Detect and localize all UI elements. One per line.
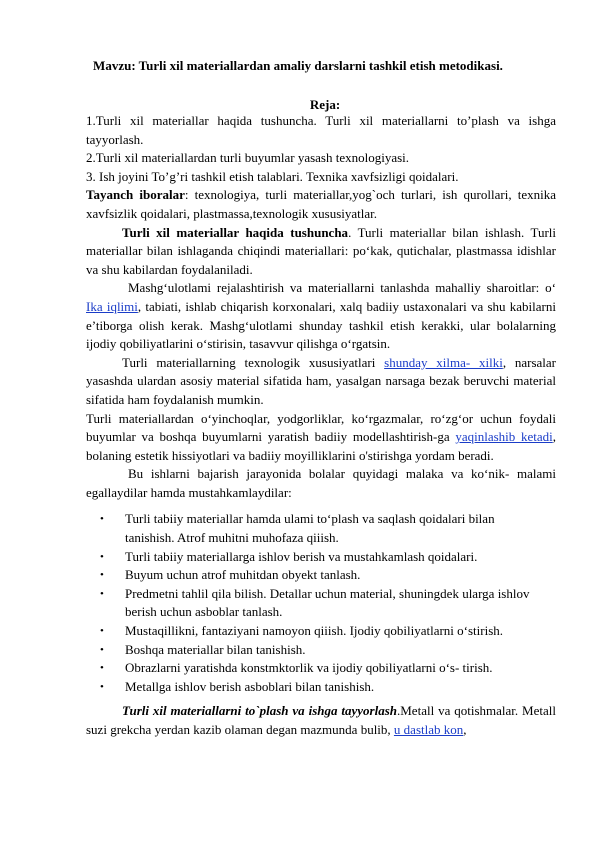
list-item: [86, 678, 530, 697]
keywords-paragraph: [86, 186, 556, 223]
plan-item-2: 2.Turli xil materiallardan turli buyumlar yasash texnologiyasi.: [86, 150, 410, 166]
link-ika-iqlimi[interactable]: Ika iqlimi: [86, 298, 138, 314]
document-title: Mavzu: Turli xil materiallardan amaliy darslarni tashkil etish metodikasi.: [93, 58, 503, 73]
paragraph-2: [86, 279, 556, 353]
skills-list: [86, 510, 556, 696]
paragraph-3-text-rest: , narsalar yasashda ulardan asosiy material sifatida ham, yasalgan narsaga bezak beruvchi material sifatida ham foydalanish mumkin.: [86, 354, 556, 407]
bullet-icon: •: [100, 625, 104, 638]
bullet-icon: •: [100, 643, 104, 656]
paragraph-3: [86, 354, 556, 410]
list-item-text: Turli tabiiy materiallarga ishlov berish va mustahkamlash qoidalari.: [125, 548, 478, 564]
list-item-text: Predmetni tahlil qila bilish. Detallar uchun material, shuningdek ularga ishlov berish uchun asboblar tanlash.: [125, 585, 530, 620]
document-body: [86, 112, 556, 740]
list-item: [86, 659, 530, 678]
bullet-icon: •: [100, 513, 104, 526]
section2-text-rest: ,: [463, 722, 467, 737]
bullet-icon: •: [100, 550, 104, 563]
plan-item-1: 1.Turli xil materiallar haqida tushuncha. Turli xil materiallarni to’plash va ishga tayyorlash.: [86, 113, 556, 147]
bullet-icon: •: [100, 662, 104, 675]
keywords-text: : texnologiya, turli materiallar,yog`och turlari, ish qurollari, texnika xavfsizlik qoidalari, plastmassa,texnologik xususiyatlar.: [86, 187, 556, 221]
section1-text: . Turli materiallar bilan ishlash. Turli materiallar bilan ishlaganda chiqindi materiallari: po‘kak, qutichalar, plastmassa idishlar va shu kabilardan foydalaniladi.: [86, 224, 556, 277]
paragraph-2-text: Mashg‘ulotlami rejalashtirish va materiallarni tanlashda mahalliy sharoitlar: o‘: [128, 280, 556, 296]
section1-heading: Turli xil materiallar haqida tushuncha: [122, 224, 349, 240]
paragraph-2-text-rest: , tabiati, ishlab chiqarish korxonalari, xalq badiiy ustaxonalari va shu kabilarni e’tiborga olish kerak. Mashg‘ulotlami shunday tashkil etish kerakki, ular bolalarning ijodiy qobiliyatlarini o‘stirisin, tasavvur qilishga o‘rgatsin.: [86, 298, 556, 352]
keywords-label: Tayanch iboralar: [86, 187, 185, 203]
list-item-text: Metallga ishlov berish asboblari bilan tanishish.: [125, 678, 375, 694]
list-item: [86, 510, 530, 547]
list-item-text: Turli tabiiy materiallar hamda ulami to‘plash va saqlash qoidalari bilan tanishish. Atrof muhitni muhofaza qiiish.: [125, 511, 495, 546]
list-item: [86, 585, 530, 622]
list-item-text: Mustaqillikni, fantaziyani namoyon qiiish. Ijodiy qobiliyatlarni o‘stirish.: [125, 623, 504, 639]
plan-heading: Reja:: [309, 97, 341, 112]
bullet-icon: •: [100, 587, 104, 600]
section2-paragraph: [86, 702, 556, 739]
paragraph-3-text: Turli materiallarning texnologik xususiyatlari: [122, 354, 385, 370]
list-item: [86, 548, 530, 567]
list-item: [86, 622, 530, 641]
plan-item-3: 3. Ish joyini To’g’ri tashkil etish talablari. Texnika xavfsizligi qoidalari.: [86, 168, 459, 184]
paragraph-4-text: Turli materiallardan o‘yinchoqlar, yodgorliklar, ko‘rgazmalar, ro‘zg‘or uchun foydali buyumlar va boshqa buyumlarni yaratish badiiy modellashtirish-ga: [86, 410, 556, 445]
link-shunday-xilma-xilki[interactable]: shunday xilma- xilki: [384, 354, 503, 370]
paragraph-4: [86, 410, 556, 466]
list-item: [86, 641, 530, 660]
section2-text: .Metall va qotishmalar. Metall suzi grekcha yerdan kazib olaman degan mazmunda bulib,: [86, 703, 556, 737]
section2-heading: Turli xil materiallarni to`plash va ishga tayyorlash: [122, 703, 397, 719]
section1-paragraph: [86, 224, 556, 280]
link-yaqinlashib-ketadi[interactable]: yaqinlashib ketadi: [455, 429, 553, 445]
list-item-text: Obrazlarni yaratishda konstmktorlik va ijodiy qobiliyatlarni o‘s- tirish.: [125, 660, 493, 676]
link-u-dastlab-kon[interactable]: u dastlab kon: [393, 722, 464, 737]
list-item-text: Boshqa materiallar bilan tanishish.: [125, 641, 306, 657]
list-item: [86, 566, 530, 585]
bullet-icon: •: [100, 569, 104, 582]
paragraph-4-text-rest: , bolaning estetik hissiyotlari va badiiy moyilliklarini o'stirishga yordam beradi.: [86, 429, 556, 463]
list-item-text: Buyum uchun atrof muhitdan obyekt tanlash.: [125, 567, 361, 583]
paragraph-5: Bu ishlarni bajarish jarayonida bolalar quyidagi malaka va ko‘nik- malami egallaydilar hamda mustahkamlaydilar:: [86, 466, 556, 500]
bullet-icon: •: [100, 680, 104, 693]
